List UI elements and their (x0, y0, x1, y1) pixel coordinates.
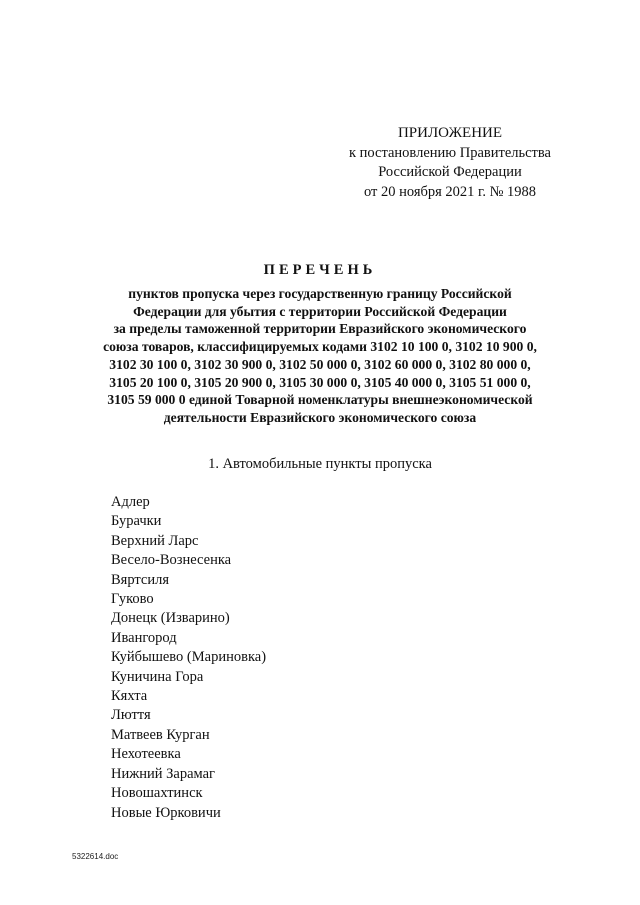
list-item: Вяртсиля (111, 571, 170, 588)
document-subtitle (60, 285, 580, 427)
subtitle-line: пунктов пропуска через государственную границу Российской (128, 286, 512, 301)
subtitle-line: союза товаров, классифицируемых кодами 3102 10 100 0, 3102 10 900 0, (103, 339, 537, 355)
subtitle-line: 3105 59 000 0 единой Товарной номенклатуры внешнеэкономической (107, 392, 533, 408)
list-item: Ивангород (111, 629, 177, 646)
list-item: Новые Юрковичи (111, 804, 221, 821)
list-item: Донецк (Изварино) (111, 610, 230, 627)
list-item: Новошахтинск (111, 785, 203, 802)
list-item: Гуково (111, 591, 154, 608)
subtitle-line: 3102 30 100 0, 3102 30 900 0, 3102 50 000 0, 3102 60 000 0, 3102 80 000 0, (109, 356, 531, 372)
document-title: ПЕРЕЧЕНЬ (263, 262, 377, 278)
appendix-line-3: от 20 ноября 2021 г. № 1988 (363, 183, 537, 200)
appendix-block (310, 124, 590, 202)
section-heading: 1. Автомобильные пункты пропуска (208, 456, 432, 472)
list-item: Весело-Вознесенка (111, 552, 232, 569)
appendix-heading: ПРИЛОЖЕНИЕ (397, 125, 503, 141)
list-item: Нехотеевка (111, 746, 181, 763)
list-item: Бурачки (111, 513, 162, 530)
subtitle-line: 3105 20 100 0, 3105 20 900 0, 3105 30 000 0, 3105 40 000 0, 3105 51 000 0, (109, 374, 531, 390)
file-reference: 5322614.doc (72, 852, 119, 861)
list-item: Нижний Зарамаг (111, 765, 215, 782)
list-item: Верхний Ларс (111, 532, 199, 549)
list-item: Куничина Гора (111, 668, 204, 685)
checkpoint-list (111, 493, 266, 823)
appendix-line-1: к постановлению Правительства (349, 144, 551, 161)
list-item: Кяхта (111, 688, 148, 705)
appendix-line-2: Российской Федерации (378, 164, 522, 180)
list-item: Куйбышево (Мариновка) (111, 649, 267, 666)
subtitle-line: Федерации для убытия с территории Российской Федерации (133, 303, 507, 319)
list-item: Матвеев Курган (111, 726, 210, 743)
list-item: Адлер (111, 494, 150, 510)
subtitle-line: за пределы таможенной территории Евразийского экономического (113, 321, 527, 337)
list-item: Люття (111, 707, 151, 724)
subtitle-line: деятельности Евразийского экономического союза (163, 409, 477, 425)
